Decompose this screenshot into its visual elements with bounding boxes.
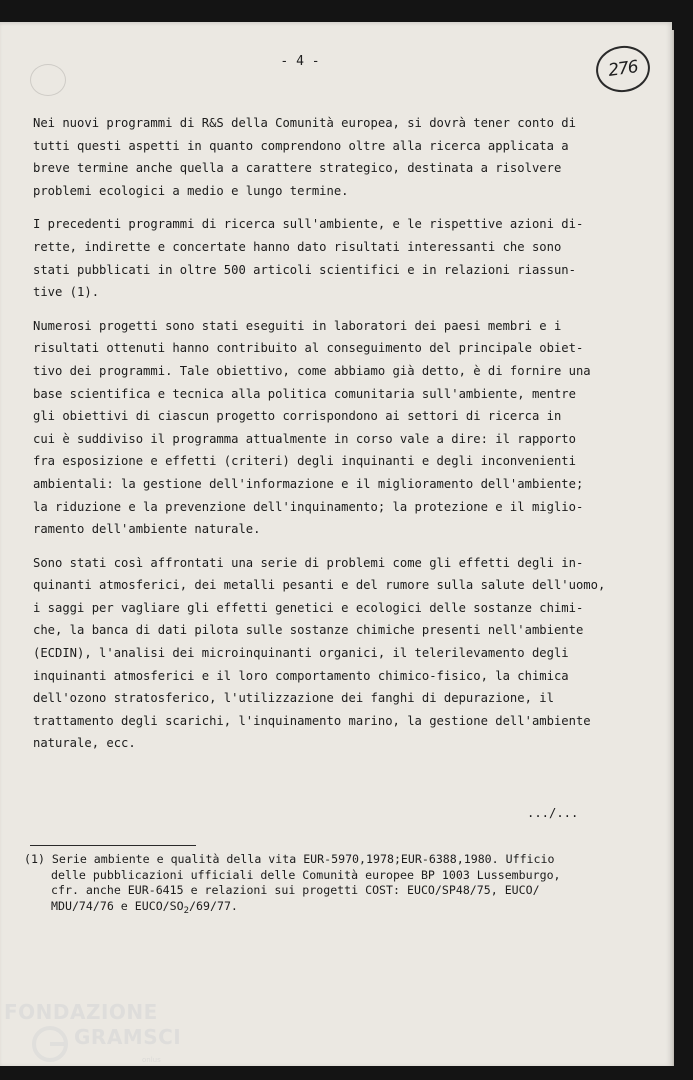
paragraph bbox=[33, 112, 623, 202]
text-line: problemi ecologici a medio e lungo termine. bbox=[33, 183, 349, 198]
paragraph bbox=[33, 213, 623, 303]
page-number: - 4 - bbox=[280, 54, 320, 69]
text-line: Numerosi progetti sono stati eseguiti in laboratori dei paesi membri e i bbox=[33, 318, 562, 333]
text-line: ramento dell'ambiente naturale. bbox=[33, 522, 261, 537]
text-line: fra esposizione e effetti (criteri) degli inquinanti e degli inconvenienti bbox=[33, 454, 576, 469]
footnote-line: cfr. anche EUR-6415 e relazioni sui progetti COST: EUCO/SP48/75, EUCO/ bbox=[51, 883, 540, 898]
archive-watermark bbox=[4, 1000, 204, 1078]
text-line: tutti questi aspetti in quanto comprendono oltre alla ricerca applicata a bbox=[33, 138, 569, 153]
footnote-text: /69/77. bbox=[189, 898, 238, 913]
text-line: stati pubblicati in oltre 500 articoli scientifici e in relazioni riassun- bbox=[33, 262, 576, 277]
text-line: I precedenti programmi di ricerca sull'ambiente, e le rispettive azioni di- bbox=[33, 217, 584, 232]
body-text bbox=[33, 112, 623, 766]
text-line: i saggi per vagliare gli effetti genetici e ecologici delle sostanze chimi- bbox=[33, 600, 584, 615]
text-line: dell'ozono stratosferico, l'utilizzazione dei fanghi di depurazione, il bbox=[33, 691, 554, 706]
footnote-text: MDU/74/76 e EUCO/SO bbox=[51, 898, 184, 913]
continuation-mark: .../... bbox=[527, 806, 579, 820]
text-line: ambientali: la gestione dell'informazione e il miglioramento dell'ambiente; bbox=[33, 476, 584, 491]
text-line: naturale, ecc. bbox=[33, 736, 136, 751]
watermark-logo-icon bbox=[30, 1024, 70, 1064]
watermark-subtext: onlus bbox=[142, 1056, 161, 1064]
text-line: trattamento degli scarichi, l'inquinamento marino, la gestione dell'ambiente bbox=[33, 713, 591, 728]
text-line: rette, indirette e concertate hanno dato risultati interessanti che sono bbox=[33, 239, 562, 254]
paragraph bbox=[33, 552, 623, 755]
text-line: breve termine anche quella a carattere strategico, destinata a risolvere bbox=[33, 161, 562, 176]
text-line: gli obiettivi di ciascun progetto corrispondono ai settori di ricerca in bbox=[33, 409, 562, 424]
text-line: tive (1). bbox=[33, 285, 100, 300]
watermark-text: GRAMSCI bbox=[74, 1025, 182, 1049]
text-line: inquinanti atmosferici e il loro comportamento chimico-fisico, la chimica bbox=[33, 668, 569, 683]
folio-number-text: 276 bbox=[607, 57, 639, 81]
text-line: risultati ottenuti hanno contribuito al conseguimento del principale obiet- bbox=[33, 341, 584, 356]
text-line: cui è suddiviso il programma attualmente in corso vale a dire: il rapporto bbox=[33, 431, 576, 446]
watermark-text: FONDAZIONE bbox=[4, 1000, 158, 1024]
text-line: quinanti atmosferici, dei metalli pesanti e del rumore sulla salute dell'uomo, bbox=[33, 578, 606, 593]
text-line: che, la banca di dati pilota sulle sostanze chimiche presenti nell'ambiente bbox=[33, 623, 584, 638]
footnote-line: (1) Serie ambiente e qualità della vita EUR-5970,1978;EUR-6388,1980. Ufficio bbox=[24, 852, 555, 866]
text-line: Sono stati così affrontati una serie di problemi come gli effetti degli in- bbox=[33, 555, 584, 570]
text-line: (ECDIN), l'analisi dei microinquinanti organici, il telerilevamento degli bbox=[33, 646, 569, 661]
text-line: tivo dei programmi. Tale obiettivo, come abbiamo già detto, è di fornire una bbox=[33, 363, 591, 378]
text-line: la riduzione e la prevenzione dell'inquinamento; la protezione e il miglio- bbox=[33, 499, 584, 514]
footnote-line: delle pubblicazioni ufficiali delle Comunità europee BP 1003 Lussemburgo, bbox=[51, 867, 561, 882]
subscript-text: 2 bbox=[183, 905, 190, 916]
footnote bbox=[24, 852, 624, 914]
footnote-separator bbox=[30, 845, 196, 846]
paragraph bbox=[33, 315, 623, 541]
footnote-line bbox=[24, 899, 624, 915]
faded-stamp-mark bbox=[30, 64, 66, 96]
text-line: Nei nuovi programmi di R&S della Comunità europea, si dovrà tener conto di bbox=[33, 116, 576, 130]
text-line: base scientifica e tecnica alla politica comunitaria sull'ambiente, mentre bbox=[33, 386, 576, 401]
